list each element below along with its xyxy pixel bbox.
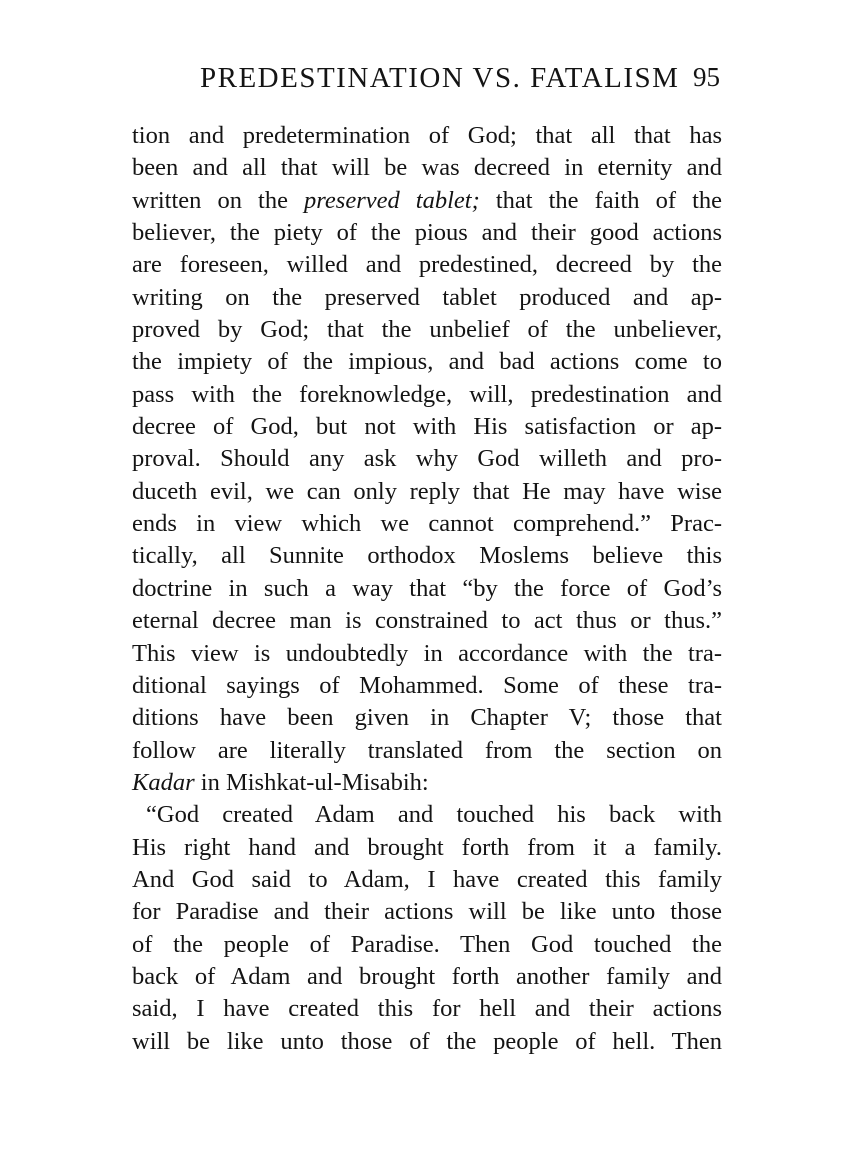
running-head [132,62,720,102]
text-segment: ditional sayings of Mohammed. Some of these tra- [132,671,722,699]
text-line [132,993,722,1025]
text-line [132,443,722,475]
text-line [132,411,722,443]
text-segment: written on the [132,186,305,214]
text-segment: tically, all Sunnite orthodox Moslems believe this [132,542,722,570]
text-line [132,929,722,961]
text-line [132,249,722,281]
text-segment: decree of God, but not with His satisfaction or ap- [132,413,722,441]
text-line [132,1026,722,1058]
body-text [132,120,722,1058]
text-line [132,152,722,184]
text-segment: said, I have created this for hell and their actions [132,995,722,1023]
text-segment: eternal decree man is constrained to act thus or thus.” [132,607,722,635]
text-segment: And God said to Adam, I have created this family [132,865,722,893]
text-line [132,217,722,249]
text-segment: are foreseen, willed and predestined, decreed by the [132,251,722,279]
italic-text: preserved tablet; [304,186,480,214]
text-line [132,120,722,152]
text-segment: that the faith of the [479,186,722,214]
text-segment: “God created Adam and touched his back with [146,801,722,829]
text-segment: been and all that will be was decreed in eternity and [132,154,722,182]
text-segment: for Paradise and their actions will be like unto those [132,898,722,926]
text-line [132,735,722,767]
text-segment: follow are literally translated from the section on [132,736,722,764]
text-segment: ends in view which we cannot comprehend.” Prac- [132,510,722,538]
text-line [132,476,722,508]
text-segment: will be like unto those of the people of hell. Then [132,1027,722,1055]
text-line [132,185,722,217]
text-line [132,832,722,864]
text-segment: proved by God; that the unbelief of the unbeliever, [132,316,722,344]
text-line [132,702,722,734]
text-line [132,767,722,799]
text-line [132,670,722,702]
text-segment: in Mishkat-ul-Misabih: [194,768,429,796]
text-line [132,961,722,993]
text-segment: duceth evil, we can only reply that He may have wise [132,477,722,505]
text-line [132,605,722,637]
text-line [132,896,722,928]
text-segment: believer, the piety of the pious and their good actions [132,219,722,247]
text-segment: tion and predetermination of God; that all that has [132,122,722,149]
text-segment: His right hand and brought forth from it a family. [132,833,722,861]
text-segment: pass with the foreknowledge, will, predestination and [132,380,722,408]
text-line [132,508,722,540]
text-line [132,314,722,346]
page-number: 95 [693,62,720,92]
text-line [132,346,722,378]
text-line [132,573,722,605]
text-segment: This view is undoubtedly in accordance with the tra- [132,639,722,667]
text-segment: of the people of Paradise. Then God touched the [132,930,722,958]
text-line [132,638,722,670]
text-segment: writing on the preserved tablet produced and ap- [132,283,722,311]
text-line [132,799,722,831]
text-segment: the impiety of the impious, and bad actions come to [132,348,722,376]
text-line [132,379,722,411]
text-segment: doctrine in such a way that “by the force of God’s [132,574,722,602]
text-segment: ditions have been given in Chapter V; those that [132,704,722,732]
text-line [132,282,722,314]
text-line [132,540,722,572]
text-line [132,864,722,896]
text-segment: proval. Should any ask why God willeth and pro- [132,445,722,473]
text-segment: back of Adam and brought forth another family and [132,962,722,990]
italic-text: Kadar [132,768,195,796]
running-title: PREDESTINATION VS. FATALISM [200,62,680,94]
